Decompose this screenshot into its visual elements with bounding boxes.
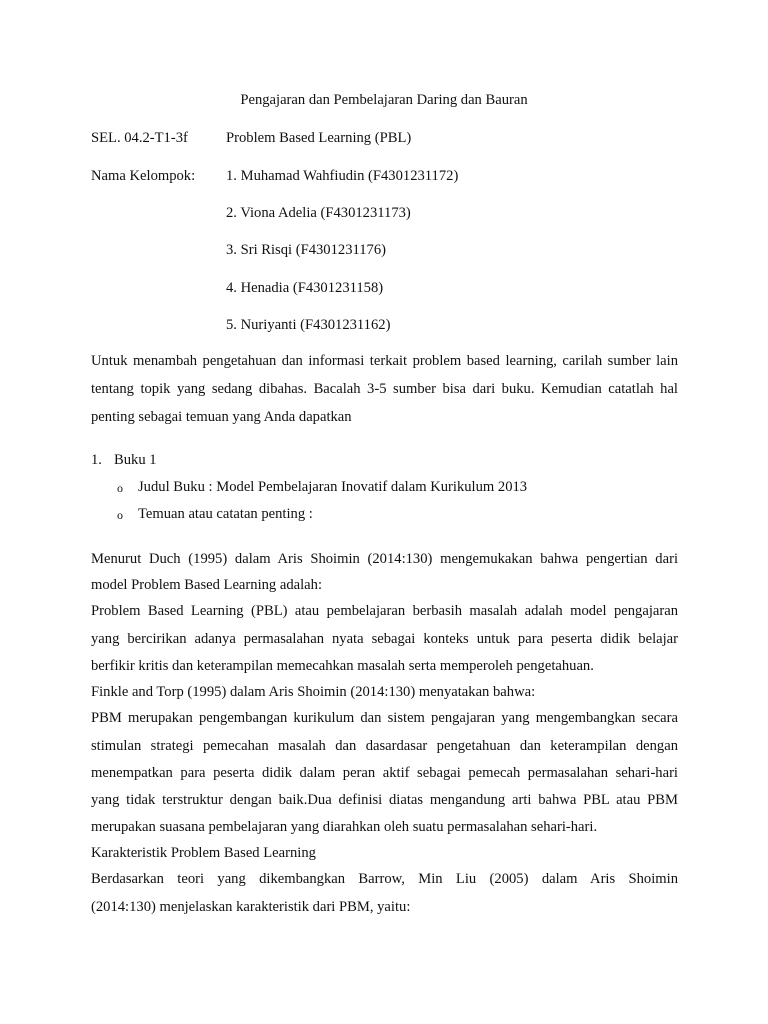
group-member: 5. Nuriyanti (F4301231162) xyxy=(226,317,391,333)
body-line: berfikir kritis dan keterampilan memecahkan masalah serta memperoleh pengetahuan. xyxy=(91,658,594,674)
bullet-icon: o xyxy=(117,481,123,495)
body-line: PBM merupakan pengembangan kurikulum dan sistem pengajaran yang mengembangkan secara xyxy=(91,710,678,726)
group-member: 1. Muhamad Wahfiudin (F4301231172) xyxy=(226,168,459,184)
body-line: yang tidak terstruktur dengan baik.Dua definisi diatas mengandung arti bahwa PBL atau PBM xyxy=(91,792,678,808)
body-line: (2014:130) menjelaskan karakteristik dari PBM, yaitu: xyxy=(91,899,411,915)
body-line: Problem Based Learning (PBL) atau pembelajaran berbasih masalah adalah model pengajaran xyxy=(91,603,678,619)
body-line: yang bercirikan adanya permasalahan nyata sebagai konteks untuk para peserta didik belajar xyxy=(91,631,678,647)
book-title-item: Judul Buku : Model Pembelajaran Inovatif dalam Kurikulum 2013 xyxy=(138,479,528,495)
course-code: SEL. 04.2-T1-3f xyxy=(91,130,188,146)
page-title: Pengajaran dan Pembelajaran Daring dan Bauran xyxy=(240,92,528,108)
body-line: Finkle and Torp (1995) dalam Aris Shoimin (2014:130) menyatakan bahwa: xyxy=(91,684,536,700)
instruction-line: tentang topik yang sedang dibahas. Bacalah 3-5 sumber bisa dari buku. Kemudian catatlah hal xyxy=(91,381,678,397)
body-line: stimulan strategi pemecahan masalah dan dasardasar pengetahuan dan keterampilan dengan xyxy=(91,738,678,754)
body-line: Berdasarkan teori yang dikembangkan Barrow, Min Liu (2005) dalam Aris Shoimin xyxy=(91,871,678,887)
list-number: 1. xyxy=(91,452,102,468)
group-label: Nama Kelompok: xyxy=(91,168,196,184)
section-heading: Karakteristik Problem Based Learning xyxy=(91,845,316,861)
body-line: model Problem Based Learning adalah: xyxy=(91,577,322,593)
instruction-line: Untuk menambah pengetahuan dan informasi terkait problem based learning, carilah sumber lain xyxy=(91,353,678,369)
course-name: Problem Based Learning (PBL) xyxy=(226,130,412,146)
bullet-icon: o xyxy=(117,508,123,522)
group-member: 4. Henadia (F4301231158) xyxy=(226,280,384,296)
findings-item: Temuan atau catatan penting : xyxy=(138,506,313,522)
body-line: merupakan suasana pembelajaran yang diarahkan oleh suatu permasalahan sehari-hari. xyxy=(91,819,598,835)
instruction-line: penting sebagai temuan yang Anda dapatkan xyxy=(91,409,352,425)
group-member: 3. Sri Risqi (F4301231176) xyxy=(226,242,387,258)
group-member: 2. Viona Adelia (F4301231173) xyxy=(226,205,411,221)
body-line: menempatkan para peserta didik dalam peran aktif sebagai pemecah permasalahan sehari-hari xyxy=(91,765,678,781)
body-line: Menurut Duch (1995) dalam Aris Shoimin (2014:130) mengemukakan bahwa pengertian dari xyxy=(91,551,678,567)
book-heading: Buku 1 xyxy=(114,452,157,468)
